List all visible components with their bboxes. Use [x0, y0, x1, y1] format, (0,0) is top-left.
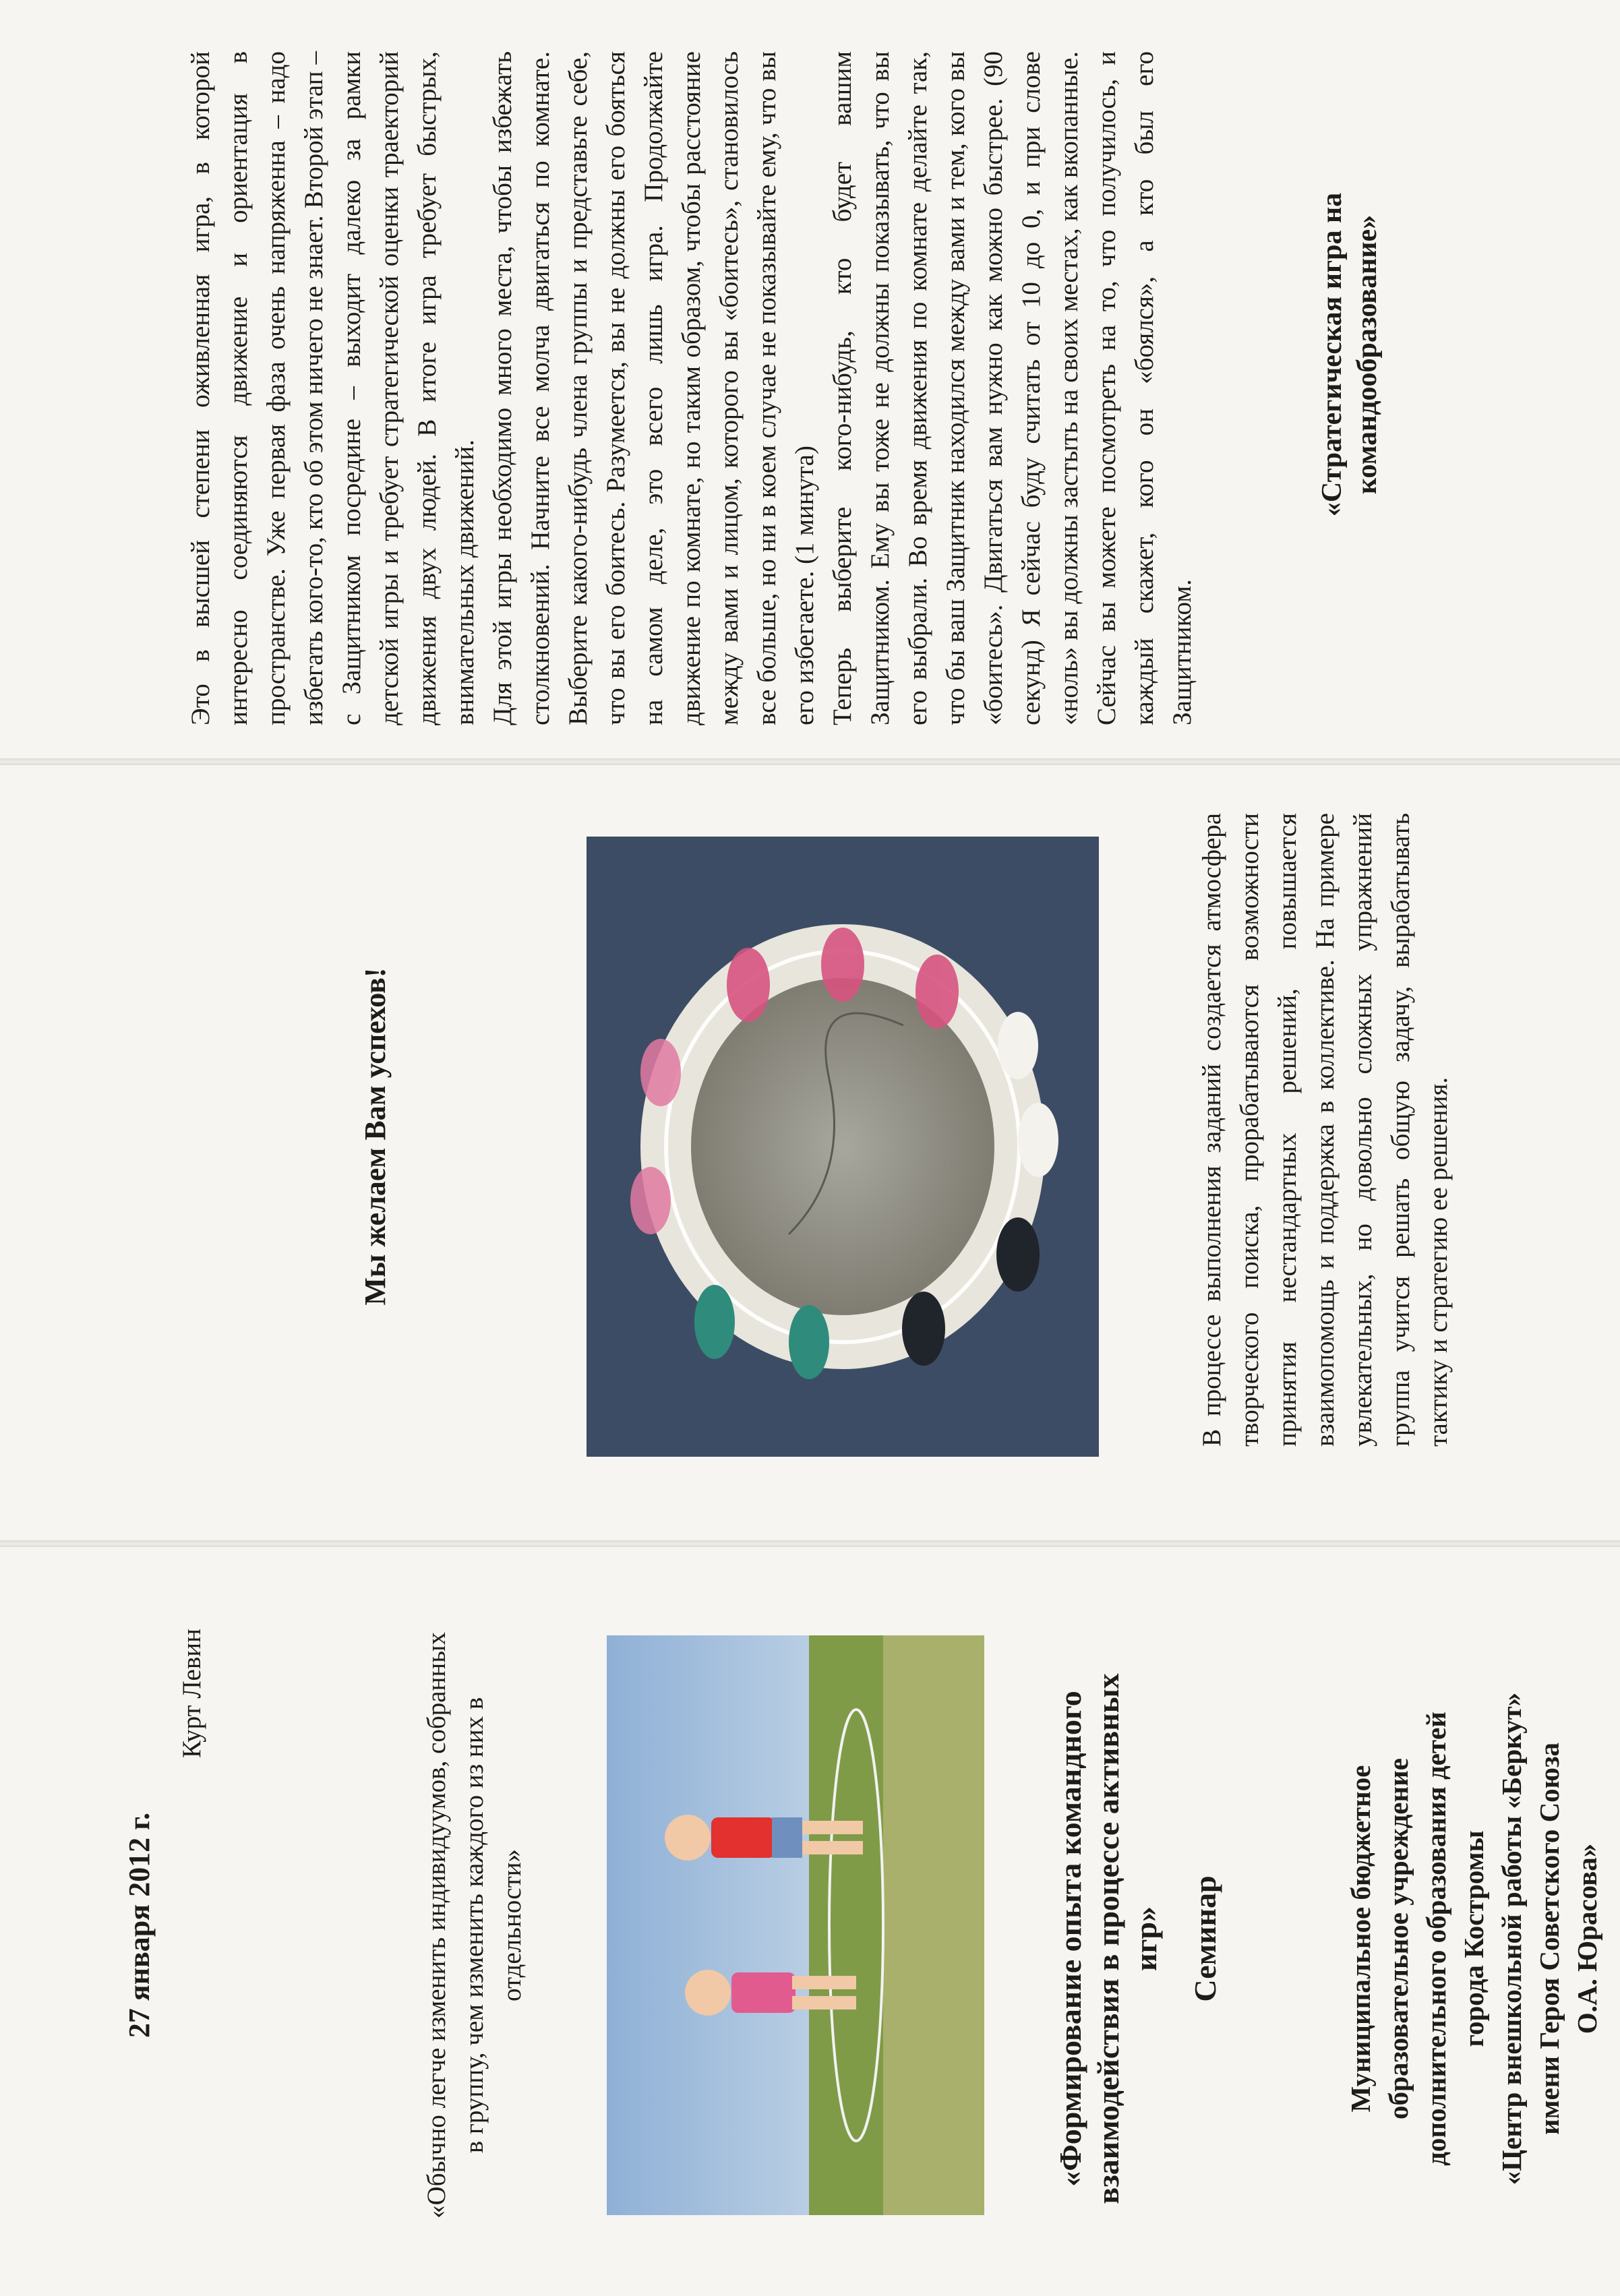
quote-text: «Обычно легче изменить индивидуумов, собранных в группу, чем изменить каждого из них в отдельности» [422, 1632, 527, 2218]
institution-line-2: образовательное учреждение [1383, 1758, 1414, 2119]
sneakers-circle-photo [587, 837, 1099, 1457]
institution-line-6: имени Героя Советского Союза [1534, 1743, 1565, 2135]
institution-line-3: дополнительного образования детей [1420, 1712, 1451, 2166]
paragraph-2: Для этой игры необходимо много места, чтобы избежать столкновений. Начните все молча двигаться по комнате. Выберите какого-нибудь члена группы и представьте себе, что вы его боитесь. Разумеется, вы не должны его бояться на самом деле, это всего лишь игра. Продолжайте движение по комнате, но таким образом, чтобы расстояние между вами и лицом, которого вы «боитесь», становилось все больше, но ни в коем случае не показывайте ему, что вы его избегаете. (1 минута) [488, 51, 819, 725]
institution-line-5: «Центр внешкольной работы «Беркут» [1496, 1692, 1527, 2185]
seminar-title: «Формирование опыта командного взаимодействия в процессе активных игр» [1053, 1673, 1163, 2204]
paragraph-3: Теперь выберите кого-нибудь, кто будет вашим Защитником. Ему вы тоже не должны показывать, что вы его выбрали. Во время движения по комнате делайте так, что бы ваш Защитник находился между вами и тем, кого вы «боитесь». Двигаться вам нужно как можно быстрее. (90 секунд) Я сейчас буду считать от 10 до 0, и при слове «ноль» вы должны застыть на своих местах, как вкопанные. Сейчас вы можете посмотреть на то, что получилось, и каждый скажет, кого он «боялся», а кто был его Защитником. [828, 51, 1197, 725]
sneakers-circle-illustration [587, 837, 1099, 1457]
institution-line-7: О.А. Юрасова» [1571, 1843, 1602, 2034]
event-date: 27 января 2012 г. [123, 1812, 156, 2038]
wish-text: Мы желаем Вам успехов! [359, 967, 392, 1306]
game-title: «Стратегическая игра на командообразование» [1317, 192, 1383, 517]
jump-rope-photo [607, 1635, 984, 2215]
intro-paragraph: В процессе выполнения заданий создается атмосфера творческого поиска, прорабатываются возможности принятия нестандартных решений, повышается взаимопомощь и поддержка в коллективе. На примере увлекательных, но довольно сложных упражнений группа учится решать общую задачу, вырабатывать тактику и стратегию ее решения. [1197, 813, 1453, 1447]
game-description [182, 51, 1201, 725]
quote-author: Курт Левин [177, 1629, 206, 1759]
jump-rope-illustration [607, 1635, 984, 2215]
paragraph-1: Это в высшей степени оживленная игра, в которой интересно соединяются движение и ориентация в пространстве. Уже первая фаза очень напряженна – надо избегать кого-то, кто об этом ничего не знает. Второй этап – с Защитником посредине – выходит далеко за рамки детской игры и требует стратегической оценки траекторий движения двух людей. В итоге игра требует быстрых, внимательных движений. [186, 51, 479, 725]
institution-name [1342, 1622, 1606, 2256]
institution-line-1: Муниципальное бюджетное [1345, 1765, 1376, 2113]
institution-line-4: города Костромы [1458, 1830, 1489, 2047]
seminar-label: Семинар [1188, 1875, 1222, 2002]
